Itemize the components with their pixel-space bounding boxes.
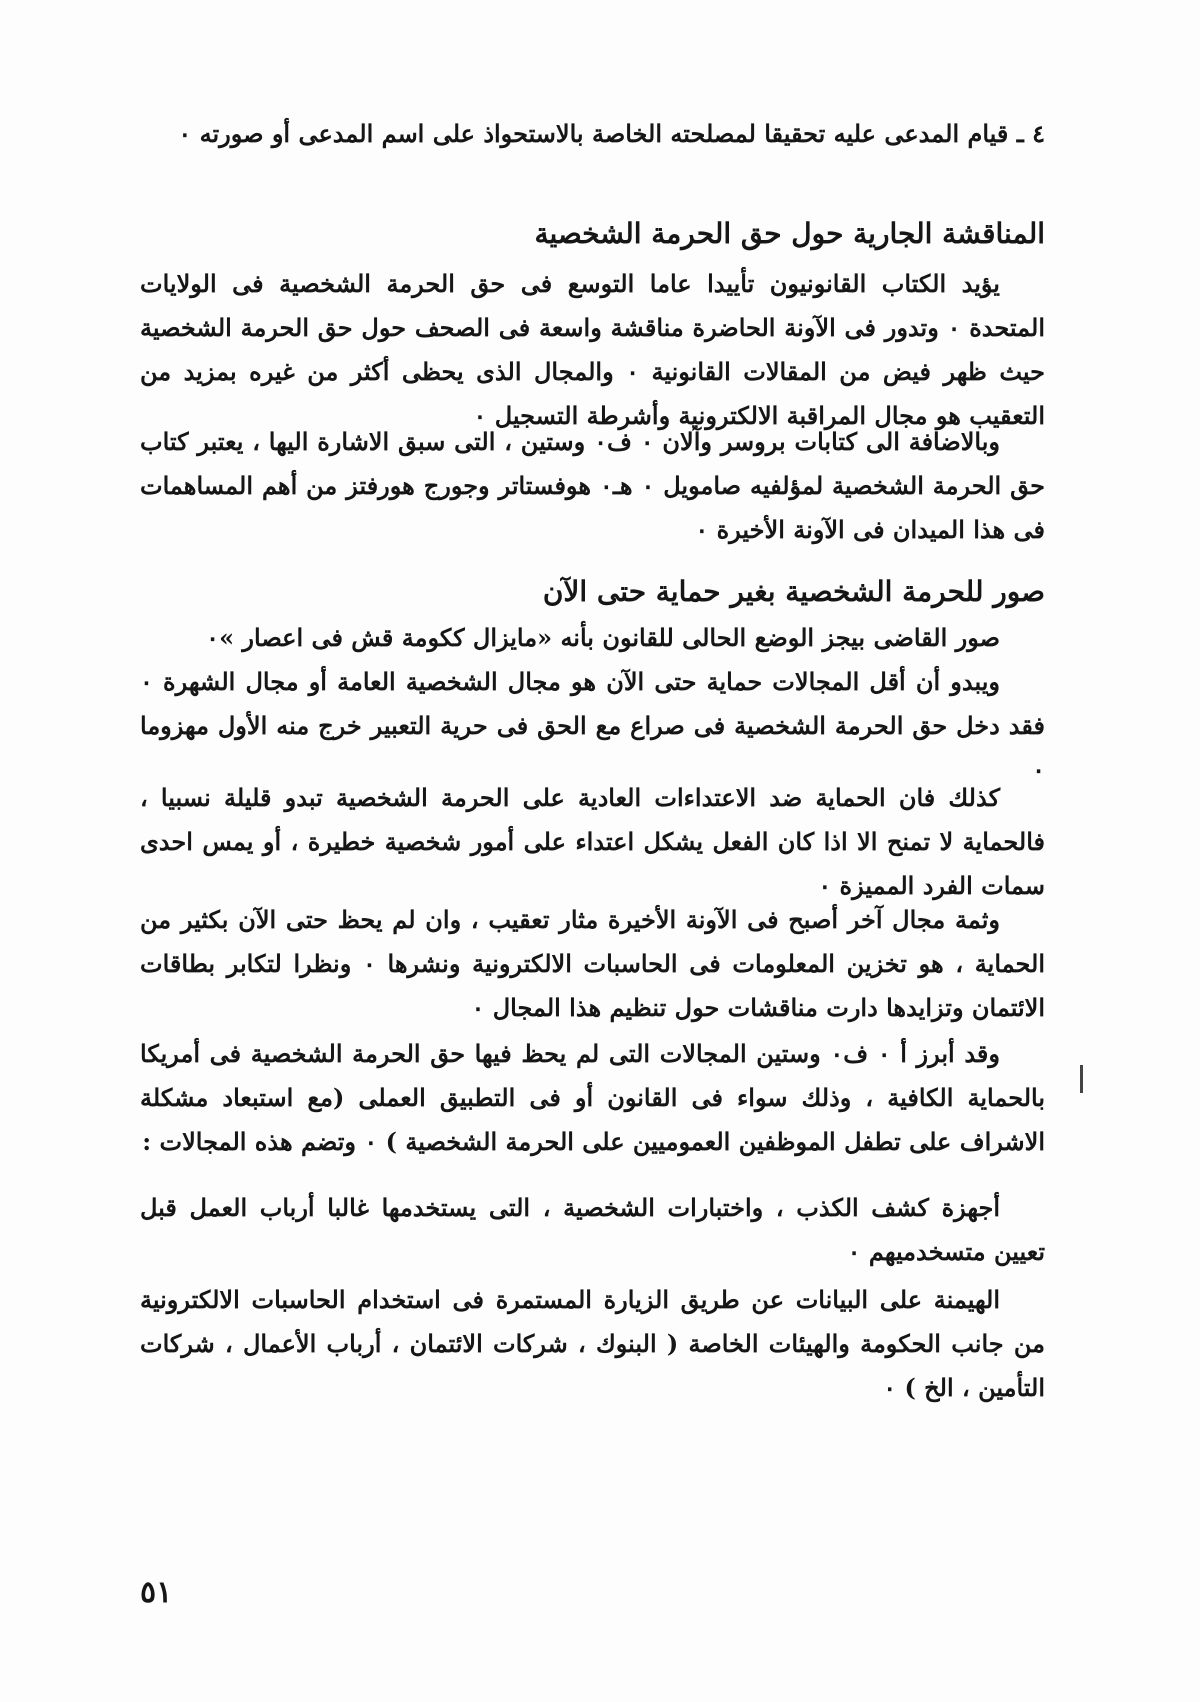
paragraph-7: وقد أبرز أ ٠ ف٠ وستين المجالات التى لم يحظ فيها حق الحرمة الشخصية فى أمريكا بالحماية الكافية ، وذلك سواء فى القانون أو فى التطبيق العملى (مع استبعاد مشكلة الاشراف على تطفل الموظفين العموميين على الحرمة الشخصية ) ٠ وتضم هذه المجالات :	[140, 1039, 1045, 1156]
paragraph-1: يؤيد الكتاب القانونيون تأييدا عاما التوسع فى حق الحرمة الشخصية فى الولايات المتحدة ٠ وتدور فى الآونة الحاضرة مناقشة واسعة فى الصحف حول حق الحرمة الشخصية حيث ظهر فيض من المقالات القانونية ٠ والمجال الذى يحظى أكثر من غيره بمزيد من التعقيب هو مجال المراقبة الالكترونية وأشرطة التسجيل ٠	[140, 269, 1045, 430]
paragraph-5: كذلك فان الحماية ضد الاعتداءات العادية على الحرمة الشخصية تبدو قليلة نسبيا ، فالحماية لا تمنح الا اذا كان الفعل يشكل اعتداء على أمور شخصية خطيرة ، أو يمس احدى سمات الفرد المميزة ٠	[140, 783, 1045, 900]
section-heading-unprotected-forms: صور للحرمة الشخصية بغير حماية حتى الآن	[542, 575, 1045, 608]
section-heading-current-debate: المناقشة الجارية حول حق الحرمة الشخصية	[534, 217, 1045, 250]
list-item-4: ٤ ـ قيام المدعى عليه تحقيقا لمصلحته الخاصة بالاستحواذ على اسم المدعى أو صورته ٠	[178, 119, 1045, 148]
paragraph-9: الهيمنة على البيانات عن طريق الزيارة المستمرة فى استخدام الحاسبات الالكترونية من جانب الحكومة والهيئات الخاصة ( البنوك ، شركات الائتمان ، أرباب الأعمال ، شركات التأمين ، الخ ) ٠	[140, 1285, 1045, 1402]
paragraph-3: صور القاضى بيجز الوضع الحالى للقانون بأنه «مايزال ككومة قش فى اعصار »٠	[206, 623, 1000, 652]
paragraph-2: وبالاضافة الى كتابات بروسر وآلان ٠ ف٠ وستين ، التى سبق الاشارة اليها ، يعتبر كتاب حق الحرمة الشخصية لمؤلفيه صامويل ٠ هـ٠ هوفستاتر وجورج هورفتز من أهم المساهمات فى هذا الميدان فى الآونة الأخيرة ٠	[140, 427, 1045, 544]
margin-mark	[1080, 1065, 1083, 1093]
paragraph-8: أجهزة كشف الكذب ، واختبارات الشخصية ، التى يستخدمها غالبا أرباب العمل قبل تعيين متسخدميهم ٠	[140, 1193, 1045, 1266]
paragraph-4: ويبدو أن أقل المجالات حماية حتى الآن هو مجال الشخصية العامة أو مجال الشهرة ٠ فقد دخل حق الحرمة الشخصية فى صراع مع الحق فى حرية التعبير خرج منه الأول مهزوما ٠	[140, 667, 1045, 784]
paragraph-6: وثمة مجال آخر أصبح فى الآونة الأخيرة مثار تعقيب ، وان لم يحظ حتى الآن بكثير من الحماية ، هو تخزين المعلومات فى الحاسبات الالكترونية ونشرها ٠ ونظرا لتكابر بطاقات الائتمان وتزايدها دارت مناقشات حول تنظيم هذا المجال ٠	[140, 905, 1045, 1022]
page-number: ٥١	[140, 1575, 173, 1610]
